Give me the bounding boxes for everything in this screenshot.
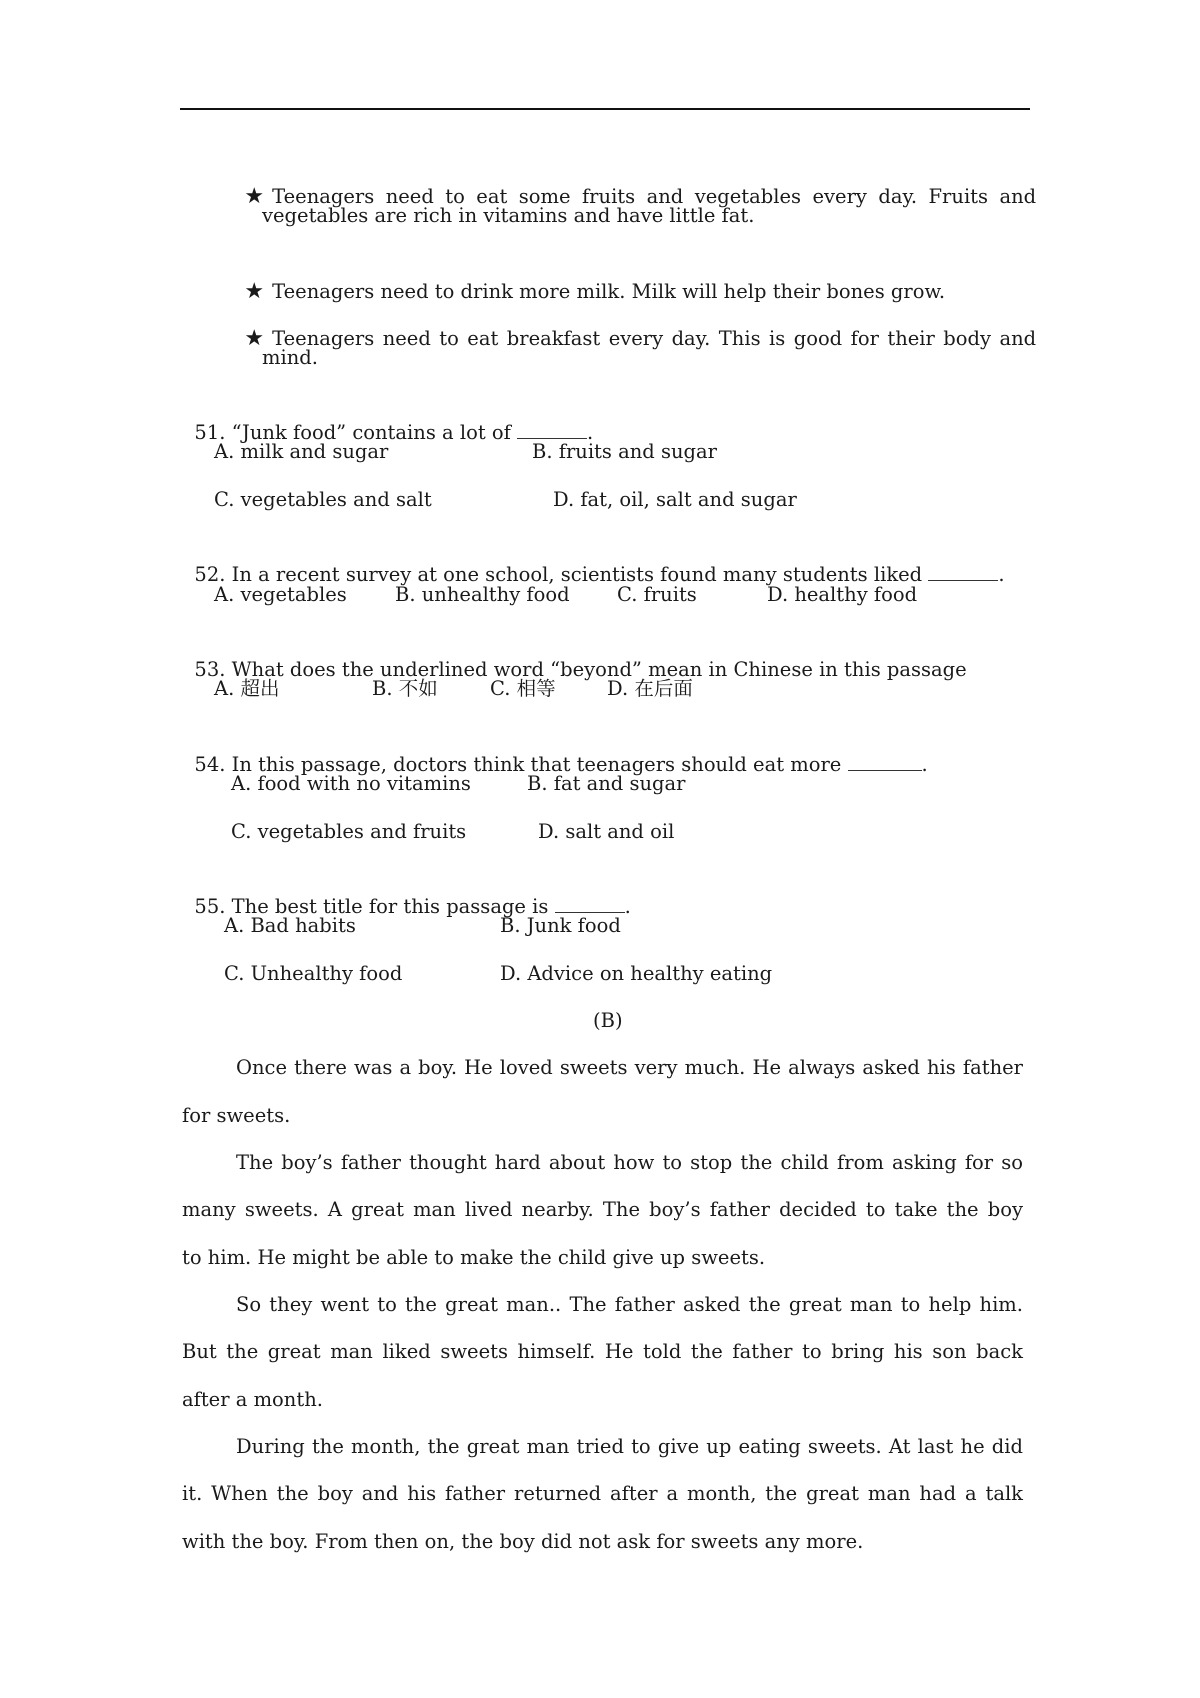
bullet-item: ★ Teenagers need to eat breakfast every day. This is good for their body and (244, 326, 1037, 351)
bullet-item: ★ Teenagers need to drink more milk. Milk will help their bones grow. (244, 279, 946, 304)
option-c: C. 相等 (490, 677, 556, 700)
option-c: C. vegetables and fruits (231, 820, 467, 843)
star-icon: ★ (244, 184, 265, 209)
star-icon: ★ (244, 326, 265, 351)
option-a: A. vegetables (214, 583, 347, 606)
option-d: D. 在后面 (607, 677, 693, 700)
passage-line: Once there was a boy. He loved sweets very much. He always asked his father (236, 1056, 1023, 1079)
question-51: 51. “Junk food” contains a lot of . (194, 421, 594, 444)
question-number: 55. (194, 895, 226, 918)
option-b: B. fat and sugar (527, 772, 686, 795)
answer-blank (928, 562, 998, 581)
option-d: D. healthy food (767, 583, 918, 606)
option-b: B. unhealthy food (395, 583, 570, 606)
option-b: B. 不如 (372, 677, 438, 700)
option-c: C. vegetables and salt (214, 488, 432, 511)
option-b: B. fruits and sugar (532, 440, 717, 463)
option-d: D. fat, oil, salt and sugar (553, 488, 797, 511)
passage-line: for sweets. (182, 1104, 291, 1127)
option-a: A. Bad habits (224, 914, 356, 937)
question-52: 52. In a recent survey at one school, scientists found many students liked . (194, 563, 1005, 586)
option-c: C. fruits (617, 583, 697, 606)
question-number: 52. (194, 563, 226, 586)
question-number: 54. (194, 753, 226, 776)
passage-line: to him. He might be able to make the child give up sweets. (182, 1246, 766, 1269)
option-a: A. 超出 (214, 677, 280, 700)
bullet-item: ★ Teenagers need to eat some fruits and vegetables every day. Fruits and (244, 184, 1037, 209)
question-53 (182, 628, 967, 684)
question-stem: The best title for this passage is (231, 895, 549, 918)
question-number: 51. (194, 421, 226, 444)
option-a: A. food with no vitamins (231, 772, 471, 795)
star-icon: ★ (244, 279, 265, 304)
passage-line: During the month, the great man tried to give up eating sweets. At last he did (236, 1435, 1023, 1458)
header-rule (180, 108, 1030, 110)
passage-line: after a month. (182, 1388, 323, 1411)
answer-blank (517, 420, 587, 439)
option-a: A. milk and sugar (214, 440, 389, 463)
bullet-text-cont: vegetables are rich in vitamins and have little fat. (262, 204, 755, 227)
bullet-text-cont: mind. (262, 346, 318, 369)
question-54: 54. In this passage, doctors think that teenagers should eat more . (194, 753, 928, 776)
question-stem: What does the underlined word “beyond” mean in Chinese in this passage (231, 658, 967, 681)
passage-line: But the great man liked sweets himself. He told the father to bring his son back (182, 1340, 1023, 1363)
passage-line: The boy’s father thought hard about how to stop the child from asking for so (236, 1151, 1023, 1174)
question-stem: In a recent survey at one school, scientists found many students liked (231, 563, 923, 586)
option-d: D. salt and oil (538, 820, 675, 843)
answer-blank (848, 752, 922, 771)
passage-line: So they went to the great man.. The father asked the great man to help him. (236, 1293, 1023, 1316)
question-number: 53. (194, 658, 226, 681)
question-55: 55. The best title for this passage is . (194, 895, 631, 918)
option-b: B. Junk food (500, 914, 621, 937)
option-c: C. Unhealthy food (224, 962, 403, 985)
option-d: D. Advice on healthy eating (500, 962, 773, 985)
passage-line: many sweets. A great man lived nearby. The boy’s father decided to take the boy (182, 1198, 1023, 1221)
question-stem: “Junk food” contains a lot of (231, 421, 511, 444)
passage-line: it. When the boy and his father returned after a month, the great man had a talk (182, 1482, 1023, 1505)
answer-blank (555, 894, 625, 913)
section-title: (B) (593, 1009, 623, 1032)
question-stem: In this passage, doctors think that teenagers should eat more (231, 753, 842, 776)
passage-line: with the boy. From then on, the boy did not ask for sweets any more. (182, 1530, 864, 1553)
